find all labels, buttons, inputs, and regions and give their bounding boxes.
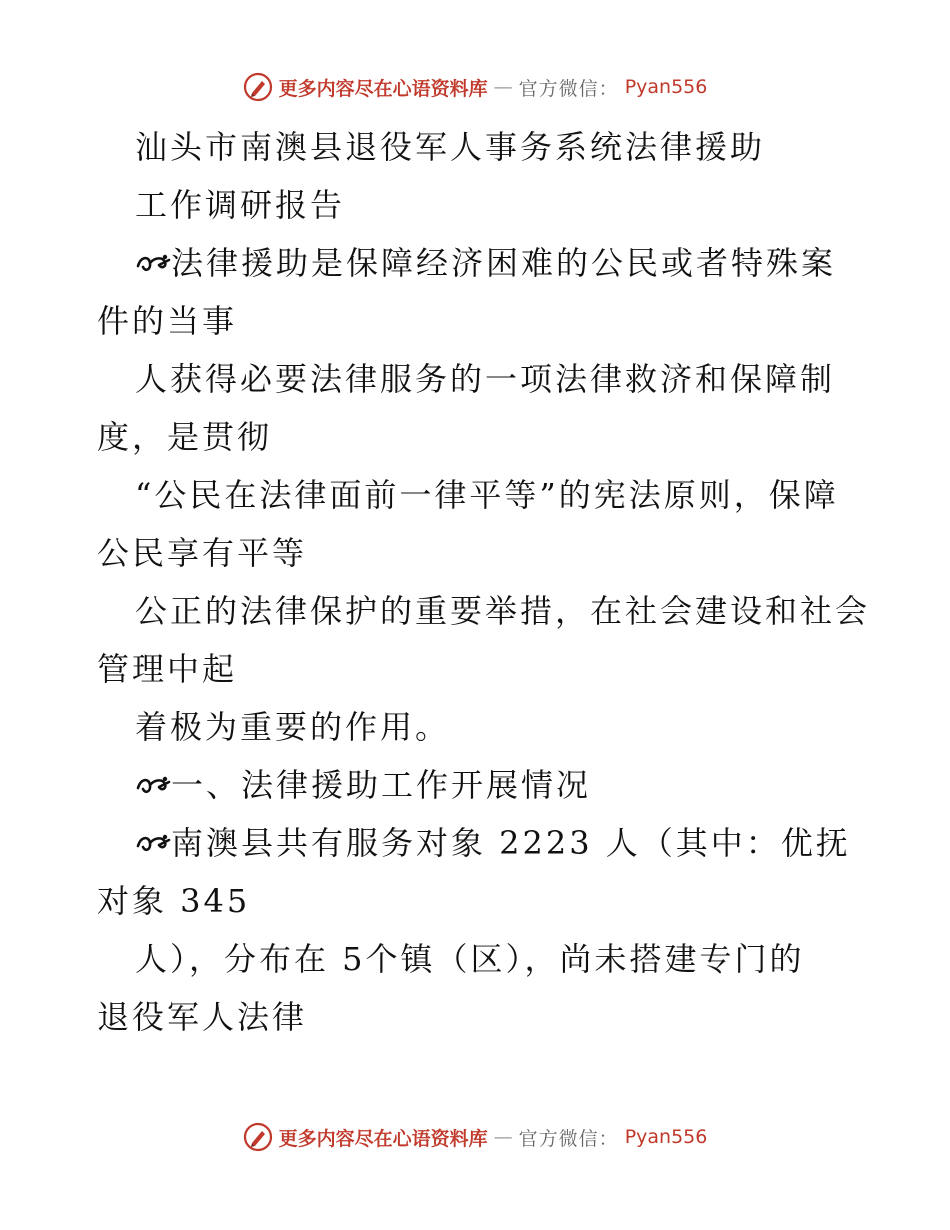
watermark-official-label: 官方微信： (518, 1127, 619, 1150)
document-line (97, 582, 871, 640)
document-line-text: 管理中起 (97, 650, 238, 688)
document-line-text: 一、法律援助工作开展情况 (171, 766, 592, 804)
document-line (97, 408, 867, 466)
document-line (97, 698, 867, 756)
document-line (97, 292, 867, 350)
flourish-bullet-icon (135, 818, 171, 848)
document-line-text: 汕头市南澳县退役军人事务系统法律援助 (135, 128, 766, 166)
document-line (97, 814, 867, 872)
watermark-separator: — (493, 76, 513, 98)
watermark-account: Pyan556 (624, 1126, 708, 1148)
document-line-text: 公正的法律保护的重要举措，在社会建设和社会 (135, 592, 871, 630)
document-body (97, 118, 871, 1046)
document-line-text: 人获得必要法律服务的一项法律救济和保障制 (135, 360, 836, 398)
flourish-bullet-icon (135, 238, 171, 268)
document-line-text: 对象 345 (97, 882, 251, 920)
document-line (97, 466, 867, 524)
document-line (97, 640, 867, 698)
document-line-text: 人），分布在 5个镇（区），尚未搭建专门的 (135, 940, 805, 978)
document-line-text: “公民在法律面前一律平等”的宪法原则，保障 (135, 476, 839, 514)
document-line-text: 公民享有平等 (97, 534, 308, 572)
document-line (97, 176, 867, 234)
document-line-text: 件的当事 (97, 302, 238, 340)
watermark-official-label: 官方微信： (518, 77, 619, 100)
document-line-text: 工作调研报告 (135, 186, 346, 224)
document-line (97, 930, 867, 988)
document-line-text: 度，是贯彻 (97, 418, 273, 456)
document-line (97, 524, 867, 582)
watermark-separator: — (493, 1126, 513, 1148)
pen-logo-icon (243, 1122, 273, 1152)
document-line (97, 350, 867, 408)
pen-logo-icon (243, 72, 273, 102)
watermark-site-name: 更多内容尽在心语资料库 (278, 77, 488, 100)
watermark-site-name: 更多内容尽在心语资料库 (278, 1127, 488, 1150)
watermark-account: Pyan556 (624, 76, 708, 98)
document-line-text: 南澳县共有服务对象 2223 人（其中：优抚 (171, 824, 851, 862)
document-line (97, 756, 867, 814)
document-line-text: 退役军人法律 (97, 998, 308, 1036)
flourish-bullet-icon (135, 760, 171, 790)
footer-watermark (0, 1122, 950, 1152)
document-line (97, 118, 867, 176)
document-line (97, 988, 867, 1046)
document-line-text: 法律援助是保障经济困难的公民或者特殊案 (171, 244, 837, 282)
document-line (97, 234, 867, 292)
document-line-text: 着极为重要的作用。 (135, 708, 451, 746)
document-line (97, 872, 867, 930)
header-watermark (0, 72, 950, 102)
